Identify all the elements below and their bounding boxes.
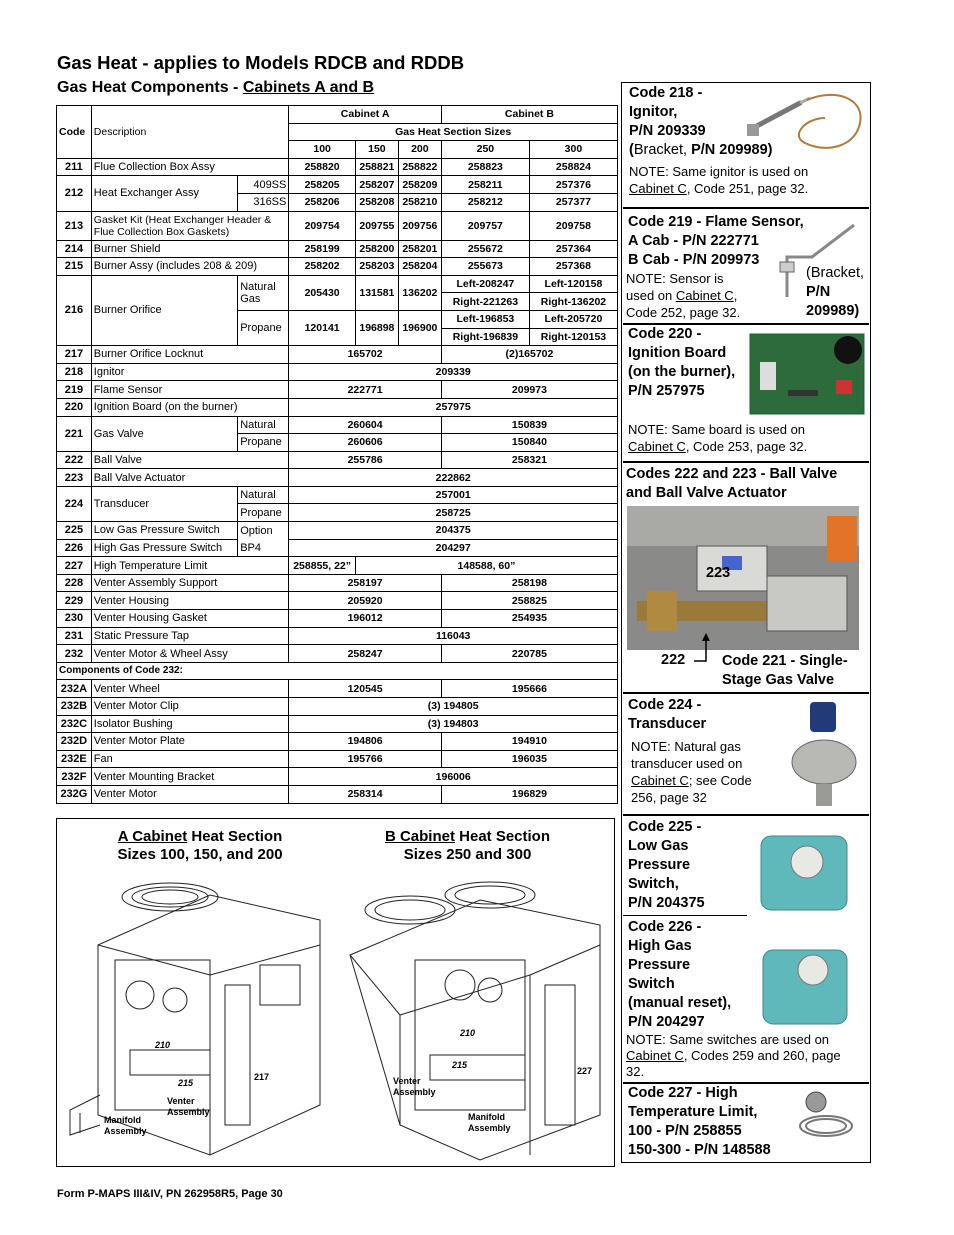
code-224-note: NOTE: Natural gas <box>631 739 741 754</box>
cabinet-c-link: Cabinet C <box>631 773 689 788</box>
size-cell: 200 <box>398 141 441 159</box>
value-cell: 209339 <box>289 363 618 381</box>
value-cell: 258825 <box>441 592 617 610</box>
table-row <box>57 557 618 575</box>
value-cell: Left-205720 <box>529 310 617 328</box>
code-226-name: High Gas <box>628 938 692 954</box>
diagram-b-sizes: Sizes 250 and 300 <box>403 846 532 863</box>
value-cell: 258210 <box>398 193 441 211</box>
code-220-note-block <box>623 421 869 455</box>
table-row <box>57 258 618 276</box>
cabinet-a-header: Cabinet A <box>289 106 442 124</box>
value-cell: 196829 <box>441 785 617 803</box>
ball-valve-photo <box>627 506 859 650</box>
code-224-note-2: transducer used on <box>631 756 743 771</box>
value-cell: 196900 <box>398 310 441 345</box>
desc-cell: Flue Collection Box Assy <box>91 158 289 176</box>
value-cell: 222862 <box>289 469 618 487</box>
value-cell: 258199 <box>289 240 356 258</box>
desc-cell: Venter Wheel <box>91 680 289 698</box>
value-cell: 165702 <box>289 346 442 364</box>
value-cell: 258208 <box>355 193 398 211</box>
value-cell: 257368 <box>529 258 617 276</box>
value-cell: 258203 <box>355 258 398 276</box>
table-row <box>57 275 618 293</box>
code-cell: 219 <box>57 381 92 399</box>
code-220-heading: Code 220 - <box>628 326 702 342</box>
label-210-b: 210 <box>460 1028 476 1038</box>
label-venter-b: Venter Assembly <box>393 1076 436 1097</box>
value-cell: 258314 <box>289 785 442 803</box>
sub-cell: Option <box>238 522 289 540</box>
sub-cell: Natural <box>238 416 289 434</box>
desc-cell: Gas Valve <box>91 416 237 451</box>
value-cell: 209973 <box>441 381 617 399</box>
code-cell: 232F <box>57 768 92 786</box>
diagram-a-title <box>95 828 305 864</box>
value-cell: 260604 <box>289 416 442 434</box>
code-218-paren: ( <box>629 142 634 158</box>
table-row <box>57 416 618 434</box>
value-cell: 258202 <box>289 258 356 276</box>
desc-cell: Isolator Bushing <box>91 715 289 733</box>
value-cell: 258205 <box>289 176 356 194</box>
desc-cell: Venter Housing Gasket <box>91 610 289 628</box>
table-row <box>57 698 618 716</box>
code-cell: 224 <box>57 486 92 521</box>
sub-cell: BP4 <box>238 539 289 557</box>
table-row <box>57 346 618 364</box>
label-venter-a: Venter Assembly <box>167 1096 210 1117</box>
desc-cell: Burner Shield <box>91 240 289 258</box>
value-cell: Right-221263 <box>441 293 529 311</box>
value-cell: 258198 <box>441 574 617 592</box>
diagram-b-link: B Cabinet <box>384 828 455 845</box>
label-210-a: 210 <box>155 1040 171 1050</box>
desc-cell: Burner Orifice Locknut <box>91 346 289 364</box>
code-220-name: Ignition Board <box>628 345 727 361</box>
code-219-a-pn: A Cab - P/N 222771 <box>628 233 759 249</box>
code-226-note-2: , Codes 259 and 260, page <box>683 1048 841 1063</box>
sub-cell: 316SS <box>238 193 289 211</box>
value-cell: 258855, 22” <box>289 557 356 575</box>
value-cell: 258823 <box>441 158 529 176</box>
cabinet-c-link: Cabinet C <box>628 439 686 454</box>
code-226-name-3: Switch <box>628 976 675 992</box>
low-gas-switch-photo <box>755 826 855 916</box>
value-cell: 258207 <box>355 176 398 194</box>
value-cell: 258209 <box>398 176 441 194</box>
ignitor-photo <box>745 88 867 158</box>
desc-cell: Venter Mounting Bracket <box>91 768 289 786</box>
diagram-b-title <box>365 828 570 864</box>
code-header: Code <box>57 106 92 159</box>
code-224-note-3: ; see Code <box>688 773 752 788</box>
sub-cell: 409SS <box>238 176 289 194</box>
size-cell: 150 <box>355 141 398 159</box>
code-218-bracket-pn: P/N 209989) <box>691 142 773 158</box>
code-218-heading: Code 218 - <box>629 85 703 101</box>
label-manifold-a: Manifold Assembly <box>104 1115 147 1136</box>
value-cell: 116043 <box>289 627 618 645</box>
value-cell: 148588, 60” <box>355 557 617 575</box>
divider <box>623 461 869 463</box>
transducer-photo <box>788 700 860 812</box>
code-cell: 214 <box>57 240 92 258</box>
desc-cell: High Temperature Limit <box>91 557 289 575</box>
value-cell: 258197 <box>289 574 442 592</box>
value-cell: 195766 <box>289 750 442 768</box>
code-225-name-3: Switch, <box>628 876 679 892</box>
value-cell: 260606 <box>289 434 442 452</box>
code-221-label-2: Stage Gas Valve <box>722 672 835 688</box>
value-cell: 258247 <box>289 645 442 663</box>
table-row <box>57 680 618 698</box>
code-220-note-end: , Code 253, page 32. <box>685 439 808 454</box>
value-cell: 209755 <box>355 211 398 240</box>
table-row <box>57 451 618 469</box>
value-cell: 150839 <box>441 416 617 434</box>
divider <box>623 814 869 816</box>
value-cell: 220785 <box>441 645 617 663</box>
value-cell: 257364 <box>529 240 617 258</box>
code-cell: 222 <box>57 451 92 469</box>
value-cell: 258824 <box>529 158 617 176</box>
value-cell: Left-196853 <box>441 310 529 328</box>
sub-cell: Natural <box>238 486 289 504</box>
desc-cell: Venter Motor Clip <box>91 698 289 716</box>
code-cell: 232 <box>57 645 92 663</box>
size-cell: 250 <box>441 141 529 159</box>
table-row <box>57 381 618 399</box>
cabinet-a-drawing <box>60 875 330 1165</box>
value-cell: Right-136202 <box>529 293 617 311</box>
table-row <box>57 627 618 645</box>
value-cell: Right-120153 <box>529 328 617 346</box>
desc-cell: Venter Motor Plate <box>91 733 289 751</box>
code-226-reset: (manual reset), <box>628 995 732 1011</box>
table-row <box>57 592 618 610</box>
value-cell: 204297 <box>289 539 618 557</box>
divider <box>623 692 869 694</box>
table-row <box>57 645 618 663</box>
table-header-row <box>57 106 618 124</box>
table-row <box>57 363 618 381</box>
code-222-heading: Codes 222 and 223 - Ball Valve <box>626 466 838 482</box>
code-226-note: NOTE: Same switches are used on <box>626 1032 830 1047</box>
value-cell: 196012 <box>289 610 442 628</box>
code-cell: 232A <box>57 680 92 698</box>
code-225-pn: P/N 204375 <box>628 895 705 911</box>
cabinet-b-header: Cabinet B <box>441 106 617 124</box>
value-cell: 120141 <box>289 310 356 345</box>
code-224-heading: Code 224 - <box>628 697 702 713</box>
description-header: Description <box>91 106 289 159</box>
value-cell: 194910 <box>441 733 617 751</box>
code-227-pn-150-300: 150-300 - P/N 148588 <box>628 1142 771 1158</box>
value-cell: 258725 <box>289 504 618 522</box>
code-219-b-pn: B Cab - P/N 209973 <box>628 252 760 268</box>
value-cell: 255673 <box>441 258 529 276</box>
code-224-name: Transducer <box>628 716 707 732</box>
value-cell: 204375 <box>289 522 618 540</box>
table-row <box>57 211 618 240</box>
desc-cell: Static Pressure Tap <box>91 627 289 645</box>
high-gas-switch-photo <box>757 936 855 1030</box>
label-215-b: 215 <box>452 1060 468 1070</box>
diagram-a-link: A Cabinet <box>117 828 188 845</box>
code-cell: 225 <box>57 522 92 540</box>
code-cell: 212 <box>57 176 92 211</box>
table-row <box>57 522 618 540</box>
table-row <box>57 768 618 786</box>
code-cell: 228 <box>57 574 92 592</box>
sizes-header: Gas Heat Section Sizes <box>289 123 618 141</box>
cabinet-c-link: Cabinet C <box>626 1048 684 1063</box>
page-title: Gas Heat - applies to Models RDCB and RDDB <box>57 52 465 73</box>
code-218-pn: P/N 209339 <box>629 123 706 139</box>
desc-cell: Venter Motor <box>91 785 289 803</box>
subtitle-prefix: Gas Heat Components - <box>57 79 243 96</box>
value-cell: 194806 <box>289 733 442 751</box>
desc-cell: High Gas Pressure Switch <box>91 539 237 557</box>
code-cell: 215 <box>57 258 92 276</box>
label-227: 227 <box>577 1066 593 1076</box>
desc-cell: Burner Assy (includes 208 & 209) <box>91 258 289 276</box>
table-row <box>57 176 618 194</box>
code-219-bracket-pn: 209989) <box>806 303 860 319</box>
value-cell: Left-120158 <box>529 275 617 293</box>
table-row <box>57 662 618 680</box>
diagram-a-title-rest: Heat Section <box>187 828 283 845</box>
desc-cell: Ignition Board (on the burner) <box>91 398 289 416</box>
code-221-label <box>722 652 848 690</box>
value-cell: 257377 <box>529 193 617 211</box>
code-cell: 221 <box>57 416 92 451</box>
code-221-label-1: Code 221 - Single- <box>722 653 848 669</box>
code-219-note-comma: , <box>733 288 738 303</box>
value-cell: 209756 <box>398 211 441 240</box>
value-cell: 258321 <box>441 451 617 469</box>
code-219-bracket-label: (Bracket, <box>806 265 865 281</box>
table-row <box>57 240 618 258</box>
code-226-pn: P/N 204297 <box>628 1014 705 1030</box>
value-cell: (3) 194805 <box>289 698 618 716</box>
value-cell: 196898 <box>355 310 398 345</box>
value-cell: 209754 <box>289 211 356 240</box>
value-cell: (3) 194803 <box>289 715 618 733</box>
code-cell: 217 <box>57 346 92 364</box>
value-cell: 258211 <box>441 176 529 194</box>
value-cell: 196006 <box>289 768 618 786</box>
table-row <box>57 158 618 176</box>
table-row <box>57 398 618 416</box>
code-219-bracket-pn-label: P/N <box>806 284 831 300</box>
desc-cell: Ignitor <box>91 363 289 381</box>
value-cell: 222771 <box>289 381 442 399</box>
diagram-b-title-rest: Heat Section <box>454 828 551 845</box>
code-218-bracket: Bracket, <box>633 142 692 158</box>
code-cell: 232D <box>57 733 92 751</box>
code-cell: 226 <box>57 539 92 557</box>
table-row <box>57 750 618 768</box>
value-cell: 136202 <box>398 275 441 310</box>
sub-cell: Propane <box>238 504 289 522</box>
desc-cell: Transducer <box>91 486 237 521</box>
value-cell: 257001 <box>289 486 618 504</box>
value-cell: 205920 <box>289 592 442 610</box>
code-226-name-2: Pressure <box>628 957 691 973</box>
ignition-board-photo <box>748 330 866 418</box>
code-220-pn: P/N 257975 <box>628 383 705 399</box>
value-cell: 196035 <box>441 750 617 768</box>
code-227-pn-100: 100 - P/N 258855 <box>628 1123 742 1139</box>
desc-cell: Low Gas Pressure Switch <box>91 522 237 540</box>
code-225-name: Low Gas <box>628 838 689 854</box>
diagram-a-sizes: Sizes 100, 150, and 200 <box>117 846 283 863</box>
table-row <box>57 733 618 751</box>
code-220-location: (on the burner), <box>628 364 736 380</box>
value-cell: 258200 <box>355 240 398 258</box>
table-row <box>57 539 618 557</box>
code-cell: 232G <box>57 785 92 803</box>
value-cell: 258822 <box>398 158 441 176</box>
code-cell: 218 <box>57 363 92 381</box>
label-217: 217 <box>254 1072 270 1082</box>
value-cell: 209758 <box>529 211 617 240</box>
code-219-note-end: Code 252, page 32. <box>626 305 741 320</box>
code-cell: 223 <box>57 469 92 487</box>
value-cell: 131581 <box>355 275 398 310</box>
code-225-name-2: Pressure <box>628 857 691 873</box>
subtitle-cabinets-link: Cabinets A and B <box>242 79 375 96</box>
value-cell: 150840 <box>441 434 617 452</box>
code-226-note-3: 32. <box>626 1064 645 1079</box>
code-cell: 229 <box>57 592 92 610</box>
code-cell: 213 <box>57 211 92 240</box>
label-215-a: 215 <box>178 1078 194 1088</box>
parts-table <box>56 105 618 804</box>
table-row <box>57 715 618 733</box>
components-label: Components of Code 232: <box>57 662 618 680</box>
value-cell: 209757 <box>441 211 529 240</box>
desc-cell: Gasket Kit (Heat Exchanger Header & Flue Collection Box Gaskets) <box>91 211 289 240</box>
size-cell: 100 <box>289 141 356 159</box>
code-cell: 211 <box>57 158 92 176</box>
code-cell: 232E <box>57 750 92 768</box>
value-cell: 258201 <box>398 240 441 258</box>
code-cell: 230 <box>57 610 92 628</box>
code-227-heading: Code 227 - High <box>628 1085 738 1101</box>
value-cell: (2)165702 <box>441 346 617 364</box>
value-cell: 258821 <box>355 158 398 176</box>
code-219-bracket <box>806 264 864 321</box>
code-cell: 232C <box>57 715 92 733</box>
value-cell: 205430 <box>289 275 356 310</box>
divider <box>623 915 747 916</box>
size-cell: 300 <box>529 141 617 159</box>
code-cell: 231 <box>57 627 92 645</box>
value-cell: 257975 <box>289 398 618 416</box>
cabinet-c-link: Cabinet C <box>629 181 687 196</box>
code-226-heading: Code 226 - <box>628 919 702 935</box>
code-219-note-used: used on <box>626 288 676 303</box>
value-cell: 254935 <box>441 610 617 628</box>
sub-cell: Natural Gas <box>238 275 289 310</box>
sub-cell: Propane <box>238 434 289 452</box>
desc-cell: Burner Orifice <box>91 275 237 345</box>
page-subtitle <box>57 79 374 97</box>
value-cell: 258206 <box>289 193 356 211</box>
label-223: 223 <box>706 565 731 581</box>
code-227-name: Temperature Limit, <box>628 1104 758 1120</box>
code-222-heading-2: and Ball Valve Actuator <box>626 485 787 501</box>
code-219-heading: Code 219 - Flame Sensor, <box>628 214 804 230</box>
desc-cell: Ball Valve <box>91 451 289 469</box>
code-218-note-end: , Code 251, page 32. <box>686 181 809 196</box>
desc-cell: Venter Housing <box>91 592 289 610</box>
code-cell: 216 <box>57 275 92 345</box>
code-218-note: NOTE: Same ignitor is used on <box>629 164 809 179</box>
table-row <box>57 486 618 504</box>
value-cell: Left-208247 <box>441 275 529 293</box>
value-cell: 255672 <box>441 240 529 258</box>
code-218-name: Ignitor, <box>629 104 678 120</box>
desc-cell: Venter Assembly Support <box>91 574 289 592</box>
cabinet-c-link: Cabinet C <box>675 288 734 303</box>
desc-cell: Ball Valve Actuator <box>91 469 289 487</box>
value-cell: 258204 <box>398 258 441 276</box>
sub-cell: Propane <box>238 310 289 345</box>
code-cell: 232B <box>57 698 92 716</box>
temperature-limit-photo <box>796 1088 858 1144</box>
value-cell: 257376 <box>529 176 617 194</box>
label-222: 222 <box>661 652 686 668</box>
code-220-note: NOTE: Same board is used on <box>628 422 806 437</box>
arrow-222-icon <box>692 633 712 665</box>
divider <box>623 207 869 209</box>
code-224-note-4: 256, page 32 <box>631 790 707 805</box>
code-222-block <box>623 465 869 503</box>
code-225-heading: Code 225 - <box>628 819 702 835</box>
value-cell: 120545 <box>289 680 442 698</box>
value-cell: 195666 <box>441 680 617 698</box>
desc-cell: Heat Exchanger Assy <box>91 176 237 211</box>
table-row <box>57 469 618 487</box>
value-cell: 258820 <box>289 158 356 176</box>
code-cell: 220 <box>57 398 92 416</box>
value-cell: Right-196839 <box>441 328 529 346</box>
value-cell: 258212 <box>441 193 529 211</box>
code-219-note: NOTE: Sensor is <box>626 271 724 286</box>
table-row <box>57 785 618 803</box>
desc-cell: Flame Sensor <box>91 381 289 399</box>
value-cell: 255786 <box>289 451 442 469</box>
page-footer: Form P-MAPS III&IV, PN 262958R5, Page 30 <box>57 1188 283 1200</box>
code-cell: 227 <box>57 557 92 575</box>
desc-cell: Venter Motor & Wheel Assy <box>91 645 289 663</box>
table-row <box>57 610 618 628</box>
desc-cell: Fan <box>91 750 289 768</box>
table-row <box>57 574 618 592</box>
label-manifold-b: Manifold Assembly <box>468 1112 511 1133</box>
